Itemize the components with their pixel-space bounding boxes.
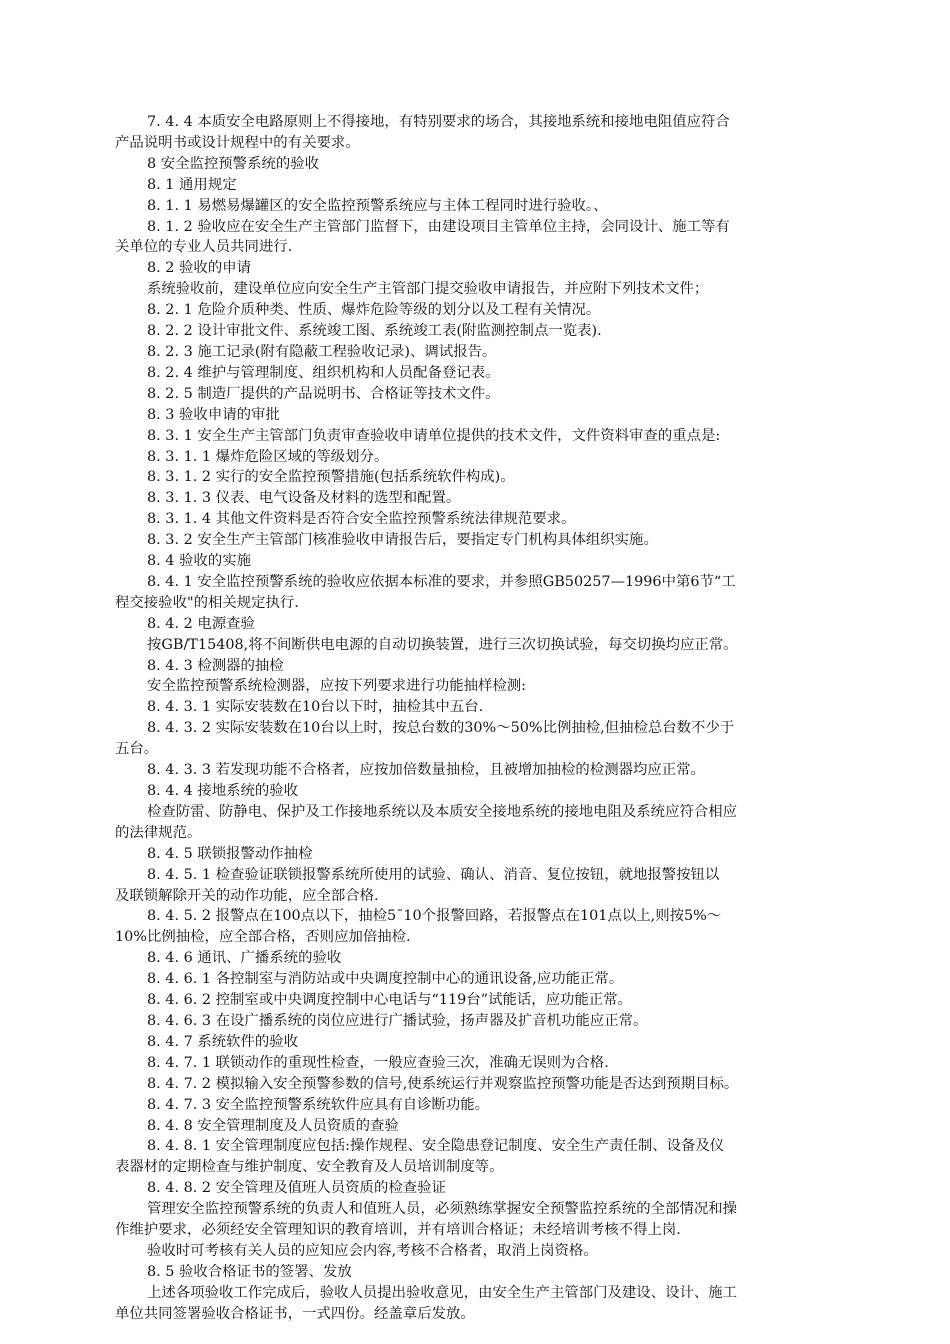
text-line: 系统验收前，建设单位应向安全生产主管部门提交验收申请报告，并应附下列技术文件； — [147, 281, 709, 298]
text-line: 8. 4 验收的实施 — [147, 553, 251, 570]
text-line: 8. 3 验收申请的审批 — [147, 406, 280, 423]
text-line: 8. 4. 1 安全监控预警系统的验收应依据本标准的要求，并参照GB50257—1996中第6节“工 — [147, 573, 736, 590]
text-line: 8. 2. 4 维护与管理制度、组织机构和人员配备登记表。 — [147, 364, 500, 381]
text-line: 安全监控预警系统检测器，应按下列要求进行功能抽样检测: — [147, 678, 527, 695]
text-line: 8. 4. 7. 2 模拟输入安全预警参数的信号,使系统运行并观察监控预警功能是否达到预期目标。 — [147, 1075, 739, 1092]
text-line: 验收时可考核有关人员的应知应会内容,考核不合格者，取消上岗资格。 — [147, 1242, 598, 1259]
text-line: 8. 3. 1. 3 仪表、电气设备及材料的选型和配置。 — [147, 490, 461, 507]
text-line: 8. 2. 3 施工记录(附有隐蔽工程验收记录)、调试报告。 — [147, 343, 497, 360]
text-line: 8. 1 通用规定 — [147, 176, 237, 193]
text-line: 8. 4. 7. 1 联锁动作的重现性检查，一般应查验三次，准确无误则为合格. — [147, 1054, 609, 1071]
text-line: 10%比例抽检，应全部合格，否则应加倍抽检. — [115, 929, 411, 946]
text-line: 8. 3. 1. 2 实行的安全监控预警措施(包括系统软件构成)。 — [147, 469, 515, 486]
text-line: 8. 2 验收的申请 — [147, 260, 251, 277]
text-line: 8. 3. 1. 1 爆炸危险区域的等级划分。 — [147, 448, 389, 465]
text-line: 8 安全监控预警系统的验收 — [147, 155, 320, 172]
text-line: 8. 4. 3 检测器的抽检 — [147, 657, 284, 674]
text-line: 8. 2. 1 危险介质种类、性质、爆炸危险等级的划分以及工程有关情况。 — [147, 302, 601, 319]
text-line: 8. 2. 5 制造厂提供的产品说明书、合格证等技术文件。 — [147, 385, 500, 402]
text-line: 8. 4. 6. 1 各控制室与消防站或中央调度控制中心的通讯设备,应功能正常。 — [147, 971, 624, 988]
text-line: 管理安全监控预警系统的负责人和值班人员，必须熟练掌握安全预警监控系统的全部情况和操 — [147, 1201, 738, 1218]
text-line: 8. 4. 5 联锁报警动作抽检 — [147, 845, 313, 862]
text-line: 8. 1. 2 验收应在安全生产主管部门监督下，由建设项目主管单位主持，会同设计、施工等有 — [147, 218, 730, 235]
text-line: 的法律规范。 — [115, 824, 202, 841]
text-line: 8. 3. 1. 4 其他文件资料是否符合安全监控预警系统法律规范要求。 — [147, 511, 576, 528]
text-line: 8. 3. 1 安全生产主管部门负责审查验收申请单位提供的技术文件，文件资料审查的重点是: — [147, 427, 721, 444]
text-line: 及联锁解除开关的动作功能，应全部合格. — [115, 887, 379, 904]
text-line: 8. 5 验收合格证书的签署、发放 — [147, 1263, 352, 1280]
text-line: 关单位的专业人员共同进行. — [115, 239, 293, 256]
text-line: 五台。 — [115, 741, 159, 758]
text-line: 8. 4. 8 安全管理制度及人员资质的查验 — [147, 1117, 399, 1134]
text-line: 按GB/T15408,将不间断供电电源的自动切换装置，进行三次切换试验，每交切换均应正常。 — [147, 636, 738, 653]
text-line: 8. 2. 2 设计审批文件、系统竣工图、系统竣工表(附监测控制点一览表). — [147, 323, 602, 340]
text-line: 8. 4. 8. 1 安全管理制度应包括:操作规程、安全隐患登记制度、安全生产责任制、设备及仪 — [147, 1138, 725, 1155]
text-line: 8. 4. 5. 2 报警点在100点以下，抽检5¯10个报警回路，若报警点在101点以上,则按5%～ — [147, 908, 722, 925]
text-line: 产品说明书或设计规程中的有关要求。 — [115, 134, 360, 151]
text-line: 8. 4. 6. 2 控制室或中央调度控制中心电话与“119台”试能话，应功能正常。 — [147, 992, 632, 1009]
text-line: 8. 4. 3. 2 实际安装数在10台以上时，按总台数的30%～50%比例抽检,但抽检总台数不少于 — [147, 720, 735, 737]
text-line: 作维护要求，必须经安全管理知识的教育培训，并有培训合格证；未经培训考核不得上岗. — [115, 1222, 681, 1239]
text-line: 8. 4. 3. 1 实际安装数在10台以下时，抽检其中五台. — [147, 699, 484, 716]
text-line: 上述各项验收工作完成后，验收人员提出验收意见，由安全生产主管部门及建设、设计、施工 — [147, 1284, 738, 1301]
text-line: 8. 4. 6 通讯、广播系统的验收 — [147, 950, 342, 967]
text-line: 8. 3. 2 安全生产主管部门核准验收申请报告后，要指定专门机构具体组织实施。 — [147, 532, 658, 549]
text-line: 8. 4. 5. 1 检查验证联锁报警系统所使用的试验、确认、消音、复位按钮，就地报警按钮以 — [147, 866, 720, 883]
text-line: 8. 4. 3. 3 若发现功能不合格者，应按加倍数量抽检，且被增加抽检的检测器均应正常。 — [147, 762, 705, 779]
text-line: 8. 4. 8. 2 安全管理及值班人员资质的检查验证 — [147, 1180, 446, 1197]
text-line: 8. 4. 2 电源查验 — [147, 615, 255, 632]
text-line: 8. 4. 7. 3 安全监控预警系统软件应具有自诊断功能。 — [147, 1096, 490, 1113]
text-line: 8. 1. 1 易燃易爆罐区的安全监控预警系统应与主体工程同时进行验收。、 — [147, 197, 608, 214]
text-line: 7. 4. 4 本质安全电路原则上不得接地，有特别要求的场合，其接地系统和接地电阻值应符合 — [147, 114, 730, 130]
text-line: 8. 4. 7 系统软件的验收 — [147, 1033, 299, 1050]
text-line: 程交接验收"的相关规定执行. — [115, 594, 299, 611]
text-line: 检查防雷、防静电、保护及工作接地系统以及本质安全接地系统的接地电阻及系统应符合相应 — [147, 803, 738, 820]
text-line: 8. 4. 6. 3 在设广播系统的岗位应进行广播试验，扬声器及扩音机功能应正常。 — [147, 1012, 648, 1029]
text-line: 8. 4. 4 接地系统的验收 — [147, 783, 299, 799]
document-body — [115, 112, 840, 1325]
text-line: 单位共同签署验收合格证书，一式四份。经盖章后发放。 — [115, 1305, 475, 1322]
text-line: 表器材的定期检查与维护制度、安全教育及人员培训制度等。 — [115, 1159, 504, 1176]
